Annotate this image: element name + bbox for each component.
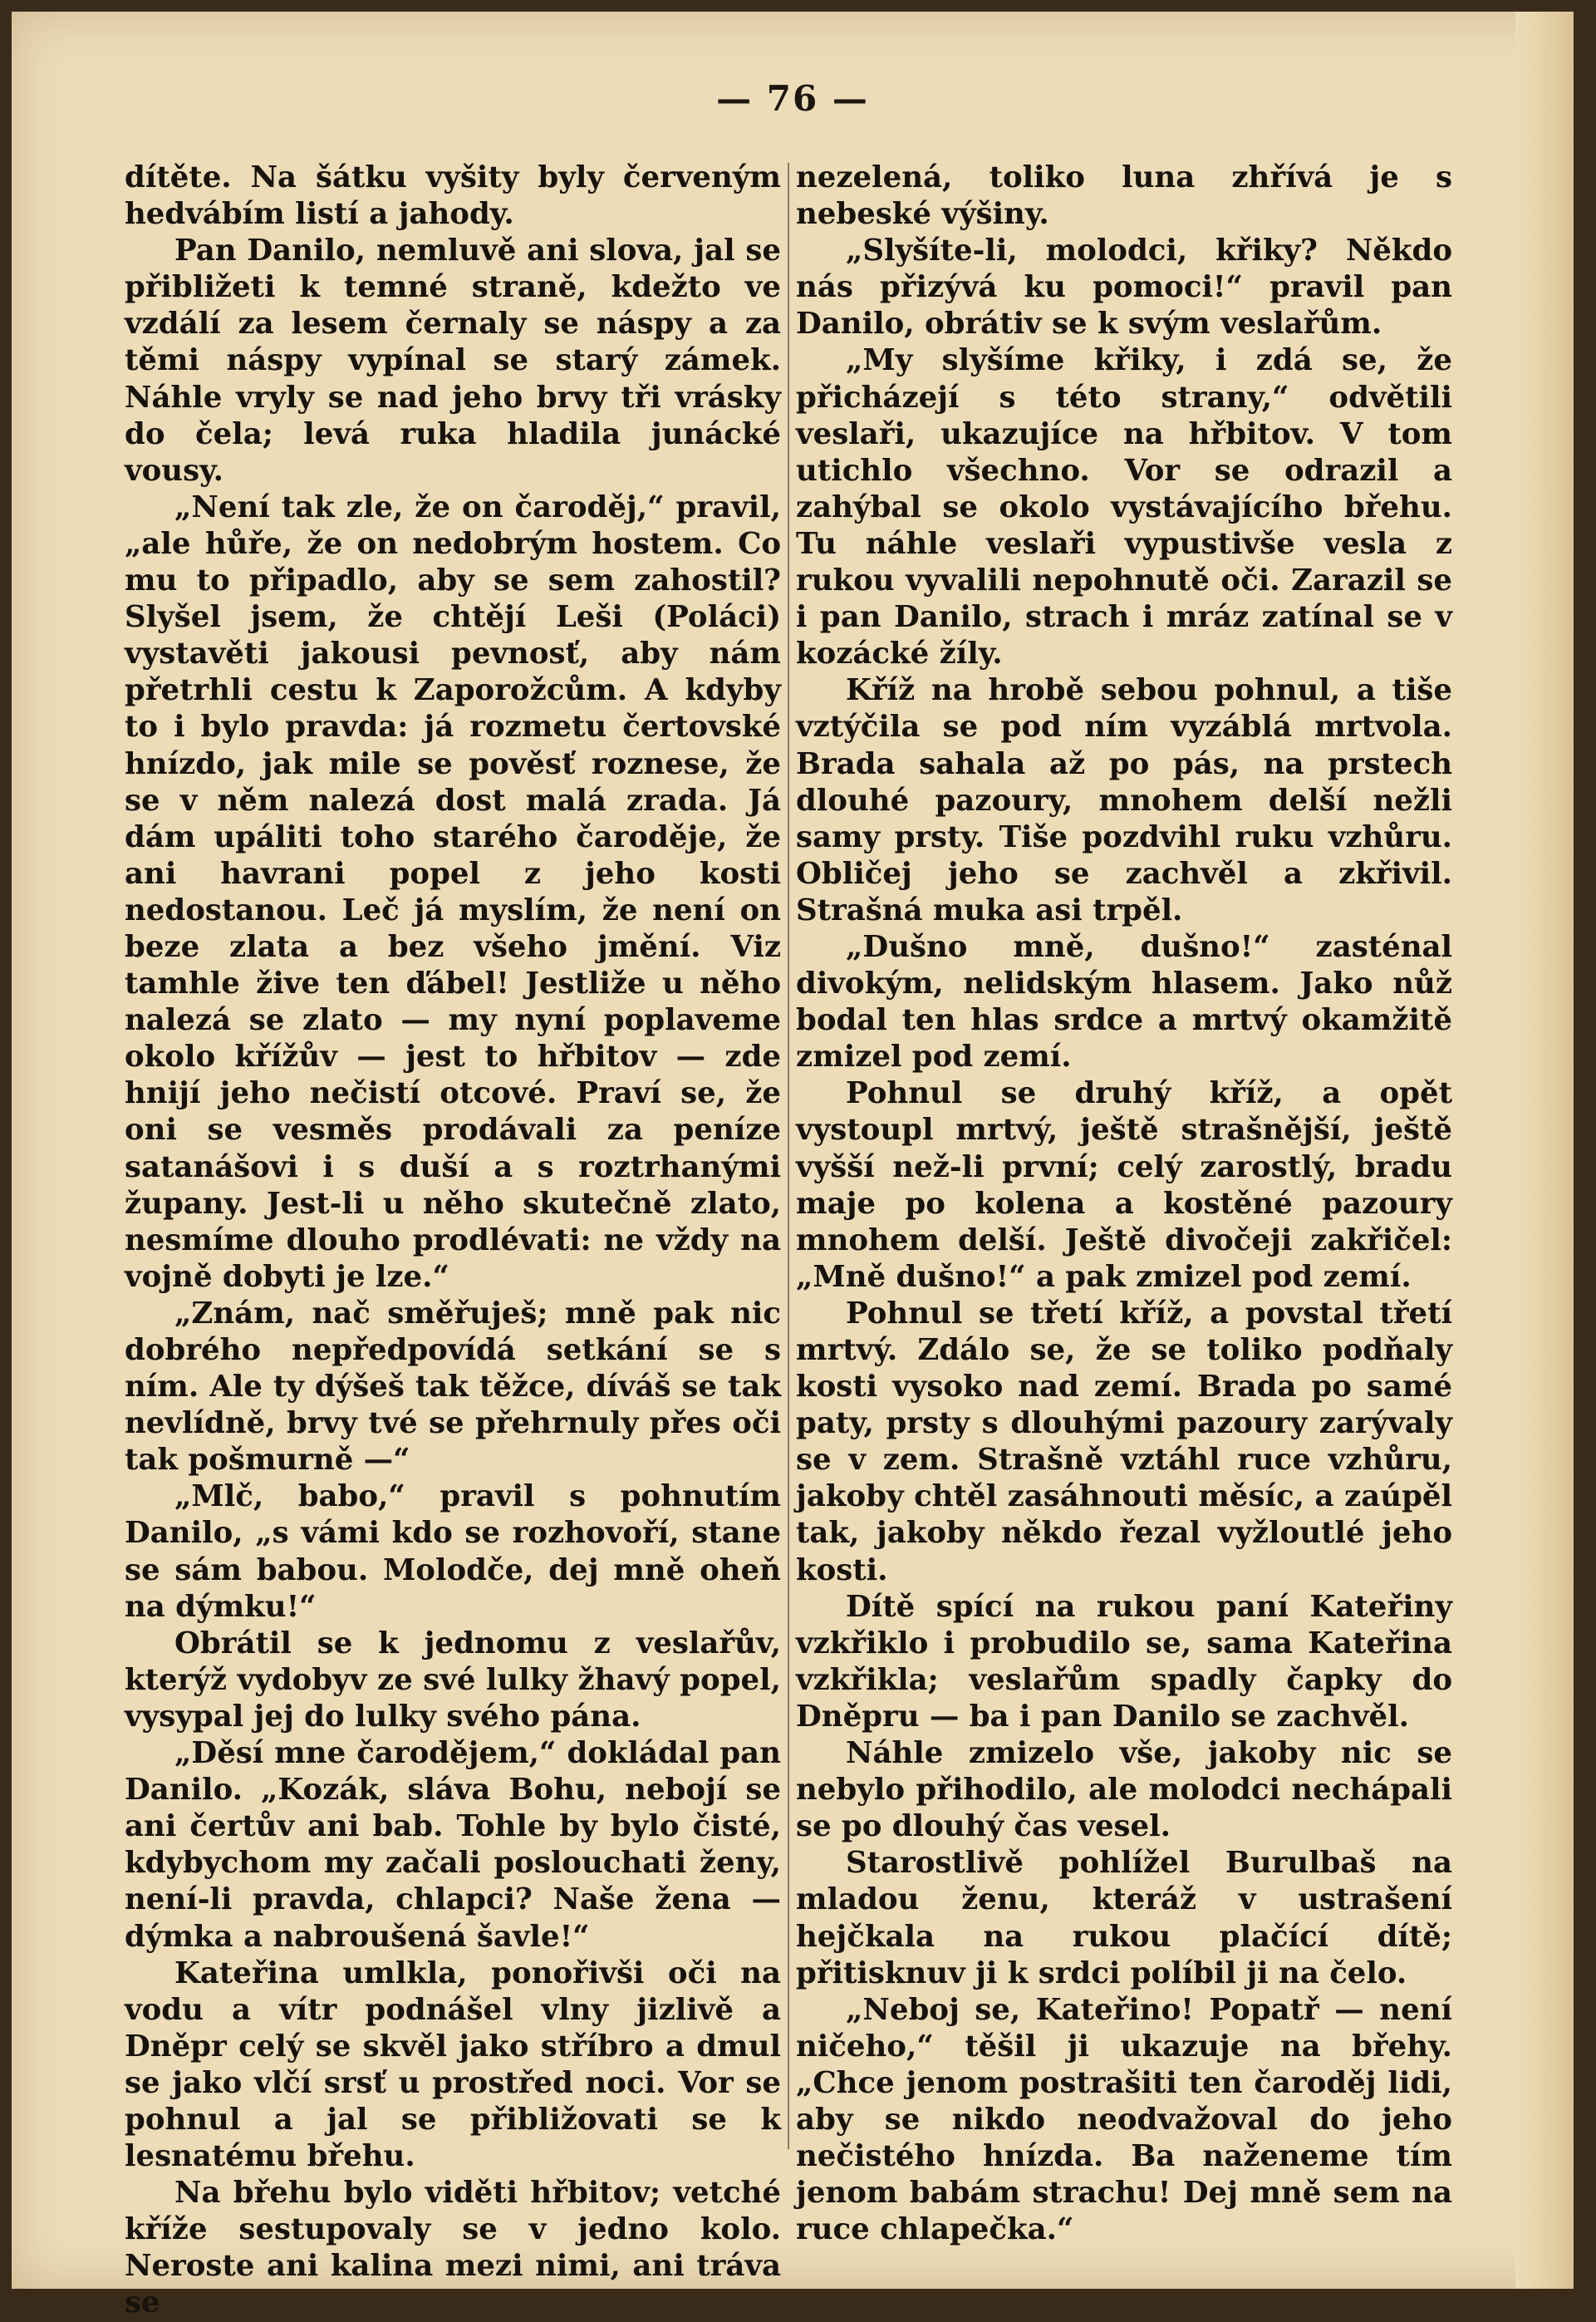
paragraph: Starostlivě pohlížel Burulbaš na mladou ženu, kteráž v ustrašení hejčkala na rukou plačící dítě; přitisknuv ji k srdci políbil ji na čelo. — [796, 1846, 1452, 1990]
paragraph: Kříž na hrobě sebou pohnul, a tiše vztýčila se pod ním vyzáblá mrtvola. Brada sahala až po pás, na prstech dlouhé pazoury, mnohem delší nežli samy prsty. Tiše pozdvihl ruku vzhůru. Obličej jeho se zachvěl a zkřivil. Strašná muka asi trpěl. — [796, 673, 1452, 927]
paragraph: „Děsí mne čarodějem,“ dokládal pan Danilo. „Kozák, sláva Bohu, nebojí se ani čertův ani bab. Tohle by bylo čisté, kdybychom my začali poslouchati ženy, není-li pravda, chlapci? Naše žena — dýmka a nabroušená šavle!“ — [125, 1736, 781, 1954]
paragraph: Obrátil se k jednomu z veslařův, kterýž vydobyv ze své lulky žhavý popel, vysypal jej do lulky svého pána. — [125, 1626, 781, 1734]
column-divider — [788, 163, 789, 2149]
paragraph: nezelená, toliko luna zhřívá je s nebeské výšiny. — [796, 160, 1452, 232]
page-edge — [1515, 12, 1574, 2289]
paragraph: „Dušno mně, dušno!“ zasténal divokým, nelidským hlasem. Jako nůž bodal ten hlas srdce a mrtvý okamžitě zmizel pod zemí. — [796, 929, 1452, 1075]
paragraph: „Mlč, babo,“ pravil s pohnutím Danilo, „s vámi kdo se rozhovoří, stane se sám babou. Molodče, dej mně oheň na dýmku!“ — [125, 1479, 781, 1624]
paragraph: „Není tak zle, že on čaroděj,“ pravil, „ale hůře, že on nedobrým hostem. Co mu to připadlo, aby se sem zahostil? Slyšel jsem, že chtějí Leši (Poláci) vystavěti jakousi pevnosť, aby nám přetrhli cestu k Zaporožcům. A kdyby to i bylo pravda: já rozmetu čertovské hnízdo, jak mile se pověsť roznese, že se v něm nalezá dost malá zrada. Já dám upáliti toho starého čaroděje, že ani havrani popel z jeho kosti nedostanou. Leč já myslím, že není on beze zlata a bez všeho jmění. Viz tamhle žive ten ďábel! Jestliže u něho nalezá se zlato — my nyní poplaveme okolo křížův — jest to hřbitov — zde hnijí jeho nečistí otcové. Praví se, že oni se vesměs prodávali za peníze satanášovi i s duší a s roztrhanými župany. Jest-li u něho skutečně zlato, nesmíme dlouho prodlévati: ne vždy na vojně dobyti je lze.“ — [125, 489, 781, 1294]
paragraph: Pan Danilo, nemluvě ani slova, jal se přibližeti k temné straně, kdežto ve vzdálí za lesem černaly se náspy a za těmi náspy vypínal se starý zámek. Náhle vryly se nad jeho brvy tři vrásky do čela; levá ruka hladila junácké vousy. — [125, 234, 781, 488]
paragraph: Dítě spící na rukou paní Kateřiny vzkřiklo i probudilo se, sama Kateřina vzkřikla; veslařům spadly čapky do Dněpru — ba i pan Danilo se zachvěl. — [796, 1589, 1452, 1734]
left-column — [125, 160, 781, 2322]
paragraph: Na břehu bylo viděti hřbitov; vetché kříže sestupovaly se v jedno kolo. Neroste ani kalina mezi nimi, ani tráva se — [125, 2176, 781, 2320]
paragraph: Kateřina umlkla, ponořivši oči na vodu a vítr podnášel vlny jizlivě a Dněpr celý se skvěl jako stříbro a dmul se jako vlčí srsť u prostřed noci. Vor se pohnul a jal se přibližovati se k lesnatému břehu. — [125, 1955, 781, 2174]
paragraph: „Slyšíte-li, molodci, křiky? Někdo nás přizývá ku pomoci!“ pravil pan Danilo, obrátiv se k svým veslařům. — [796, 234, 1452, 342]
book-page — [12, 12, 1574, 2320]
paragraph: Pohnul se třetí kříž, a povstal třetí mrtvý. Zdálo se, že se toliko podňaly kosti vysoko nad zemí. Brada po samé paty, prsty s dlouhými pazoury zarývaly se v zem. Strašně vztáhl ruce vzhůru, jakoby chtěl zasáhnouti měsíc, a zaúpěl tak, jakoby někdo řezal vyžloutlé jeho kosti. — [796, 1296, 1452, 1587]
paragraph: Náhle zmizelo vše, jakoby nic se nebylo přihodilo, ale molodci nechápali se po dlouhý čas vesel. — [796, 1736, 1452, 1844]
right-column — [796, 160, 1452, 2248]
paragraph: Pohnul se druhý kříž, a opět vystoupl mrtvý, ještě strašnější, ještě vyšší než-li první; celý zarostlý, bradu maje po kolena a kostěné pazoury mnohem delší. Ještě divočeji zakřičel: „Mně dušno!“ a pak zmizel pod zemí. — [796, 1076, 1452, 1294]
paragraph: „My slyšíme křiky, i zdá se, že přicházejí s této strany,“ odvětili veslaři, ukazujíce na hřbitov. V tom utichlo všechno. Vor se odrazil a zahýbal se okolo vystávajícího břehu. Tu náhle veslaři vypustivše vesla z rukou vyvalili nepohnutě oči. Zarazil se i pan Danilo, strach i mráz zatínal se v kozácké žíly. — [796, 343, 1452, 672]
page-number: — 76 — — [716, 78, 869, 119]
paragraph: „Neboj se, Kateřino! Popatř — není ničeho,“ těšil ji ukazuje na břehy. „Chce jenom postrašiti ten čaroděj lidi, aby se nikdo neodvažoval do jeho nečistého hnízda. Ba naženeme tím jenom babám strachu! Dej mně sem na ruce chlapečka.“ — [796, 1992, 1452, 2247]
paragraph: dítěte. Na šátku vyšity byly červeným hedvábím listí a jahody. — [125, 160, 781, 232]
paragraph: „Znám, nač směřuješ; mně pak nic dobrého nepředpovídá setkání se s ním. Ale ty dýšeš tak těžce, díváš se tak nevlídně, brvy tvé se přehrnuly přes oči tak pošmurně —“ — [125, 1296, 781, 1478]
